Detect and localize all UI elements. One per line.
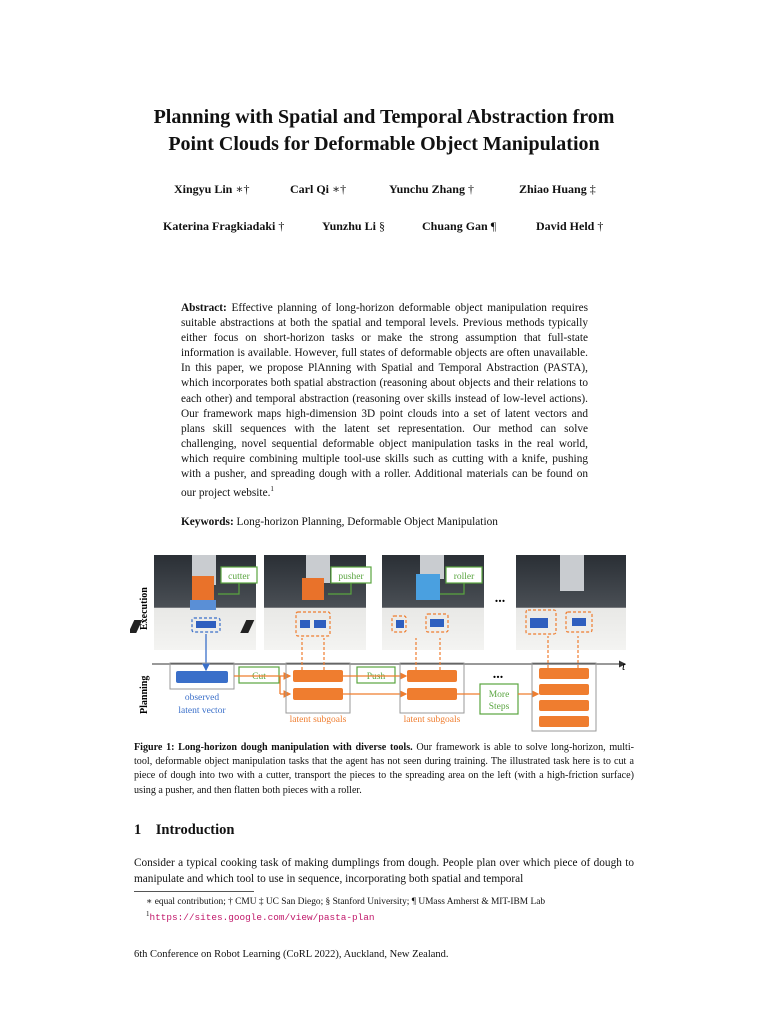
author-affiliation-mark: ‡: [589, 182, 596, 196]
section-title: Introduction: [155, 822, 235, 838]
latent-subgoal: [539, 684, 589, 695]
abstract-text: Effective planning of long-horizon deformable object manipulation requires suitable abstractions at both the spatial and temporal levels. Previous methods typically either focus on short-horizon tasks or make the strong assumption that full-state information is available. However, full states of deformable objects are often unavailable. In this paper, we propose PlAnning with Spatial and Temporal Abstraction (PASTA), which incorporates both spatial abstraction (reasoning about objects and their relations to each other) and temporal abstraction (reasoning over skills instead of low-level actions). Our framework maps high-dimension 3D point clouds into a set of latent vectors and plans skill sequences with the latent set representation. Our method can solve challenging, novel sequential deformable object manipulation tasks in the real world, which require combining multiple tool-use skills such as cutting with a knife, pushing with a pusher, and spreading dough with a roller. Additional materials can be found on our project website.: [181, 302, 589, 499]
observed-latent-vector: [176, 671, 228, 683]
row-label-execution: Execution: [139, 587, 150, 630]
planning-ellipsis: ...: [492, 667, 504, 682]
keywords-text: Long-horizon Planning, Deformable Object Manipulation: [236, 516, 498, 528]
author-name: Katerina Fragkiadaki: [163, 219, 276, 233]
abstract: [181, 301, 588, 501]
skill-label-push: Push: [366, 672, 386, 682]
author-name: David Held: [536, 219, 595, 233]
latent-subgoal: [407, 670, 457, 682]
author: [290, 182, 346, 197]
execution-ellipsis: ...: [494, 591, 506, 606]
section-heading: [134, 822, 234, 839]
title-line-1: Planning with Spatial and Temporal Abstraction from: [153, 106, 615, 128]
author-affiliation-mark: †: [278, 219, 285, 233]
author-name: Chuang Gan: [422, 219, 488, 233]
latent-subgoal: [539, 700, 589, 711]
author-name: Yunzhu Li: [322, 219, 376, 233]
execution-frame-4: [516, 555, 626, 650]
more-steps-line2: Steps: [488, 702, 510, 712]
tool-label-cutter: cutter: [228, 572, 250, 582]
row-label-planning: Planning: [139, 675, 150, 714]
footnote-mark: 1: [146, 910, 150, 918]
observed-label-line2: latent vector: [178, 706, 226, 716]
author-affiliation-mark: ∗†: [332, 182, 347, 196]
author: [422, 219, 496, 234]
author: [536, 219, 603, 234]
author: [163, 219, 284, 234]
author-name: Zhiao Huang: [519, 182, 587, 196]
observed-label-line1: observed: [184, 693, 220, 703]
paper-title: [0, 104, 768, 158]
subgoal-label-1: latent subgoals: [289, 715, 347, 725]
author-affiliation-mark: ¶: [490, 219, 497, 233]
author-name: Carl Qi: [290, 182, 329, 196]
figure-1: [130, 552, 635, 734]
latent-subgoal: [539, 716, 589, 727]
latent-subgoal: [293, 688, 343, 700]
skill-label-cut: Cut: [252, 672, 266, 682]
keywords: [181, 516, 601, 528]
author-affiliation-mark: ∗†: [235, 182, 250, 196]
conference-notice: 6th Conference on Robot Learning (CoRL 2022), Auckland, New Zealand.: [134, 949, 449, 960]
abstract-label: Abstract:: [181, 302, 227, 314]
latent-subgoal: [293, 670, 343, 682]
author: [389, 182, 474, 197]
subgoal-label-2: latent subgoals: [403, 715, 461, 725]
author: [174, 182, 250, 197]
project-url-link[interactable]: https://sites.google.com/view/pasta-plan: [149, 912, 375, 924]
author-affiliation-mark: †: [597, 219, 604, 233]
author: [322, 219, 385, 234]
author-affiliation-mark: †: [467, 182, 474, 196]
latent-subgoal: [407, 688, 457, 700]
time-axis-label: t: [622, 659, 626, 673]
title-line-2: Point Clouds for Deformable Object Manipulation: [168, 133, 600, 155]
latent-subgoal: [539, 668, 589, 679]
footnote-rule: [134, 891, 254, 892]
footnote-affiliations: ∗ equal contribution; † CMU ‡ UC San Diego; § Stanford University; ¶ UMass Amherst & MIT-IBM Lab: [146, 897, 546, 907]
keywords-label: Keywords:: [181, 516, 234, 528]
author-name: Yunchu Zhang: [389, 182, 465, 196]
more-steps-line1: More: [488, 690, 510, 700]
footnote-url: [146, 910, 375, 923]
footnote-ref: 1: [270, 485, 274, 494]
caption-label: Figure 1: Long-horizon dough manipulation with diverse tools.: [134, 742, 413, 753]
caption-text: Our framework is able to solve long-horizon, multi-tool, deformable object manipulation tasks that the agent has not seen during training. The illustrated task here is to cut a piece of dough into two with a cutter, transport the pieces to the spreading area on the left (with a high-friction surface) using a pusher, and then flatten both pieces with a roller.: [134, 742, 634, 796]
intro-paragraph: Consider a typical cooking task of making dumplings from dough. People plan over which piece of dough to manipulate and which tool to use in sequence, incorporating both spatial and temporal: [134, 857, 634, 885]
tool-label-roller: roller: [453, 572, 475, 582]
author: [519, 182, 596, 197]
figure-caption: [134, 741, 634, 798]
author-name: Xingyu Lin: [174, 182, 233, 196]
author-affiliation-mark: §: [378, 219, 385, 233]
section-number: 1: [134, 822, 142, 838]
tool-label-pusher: pusher: [338, 572, 364, 582]
